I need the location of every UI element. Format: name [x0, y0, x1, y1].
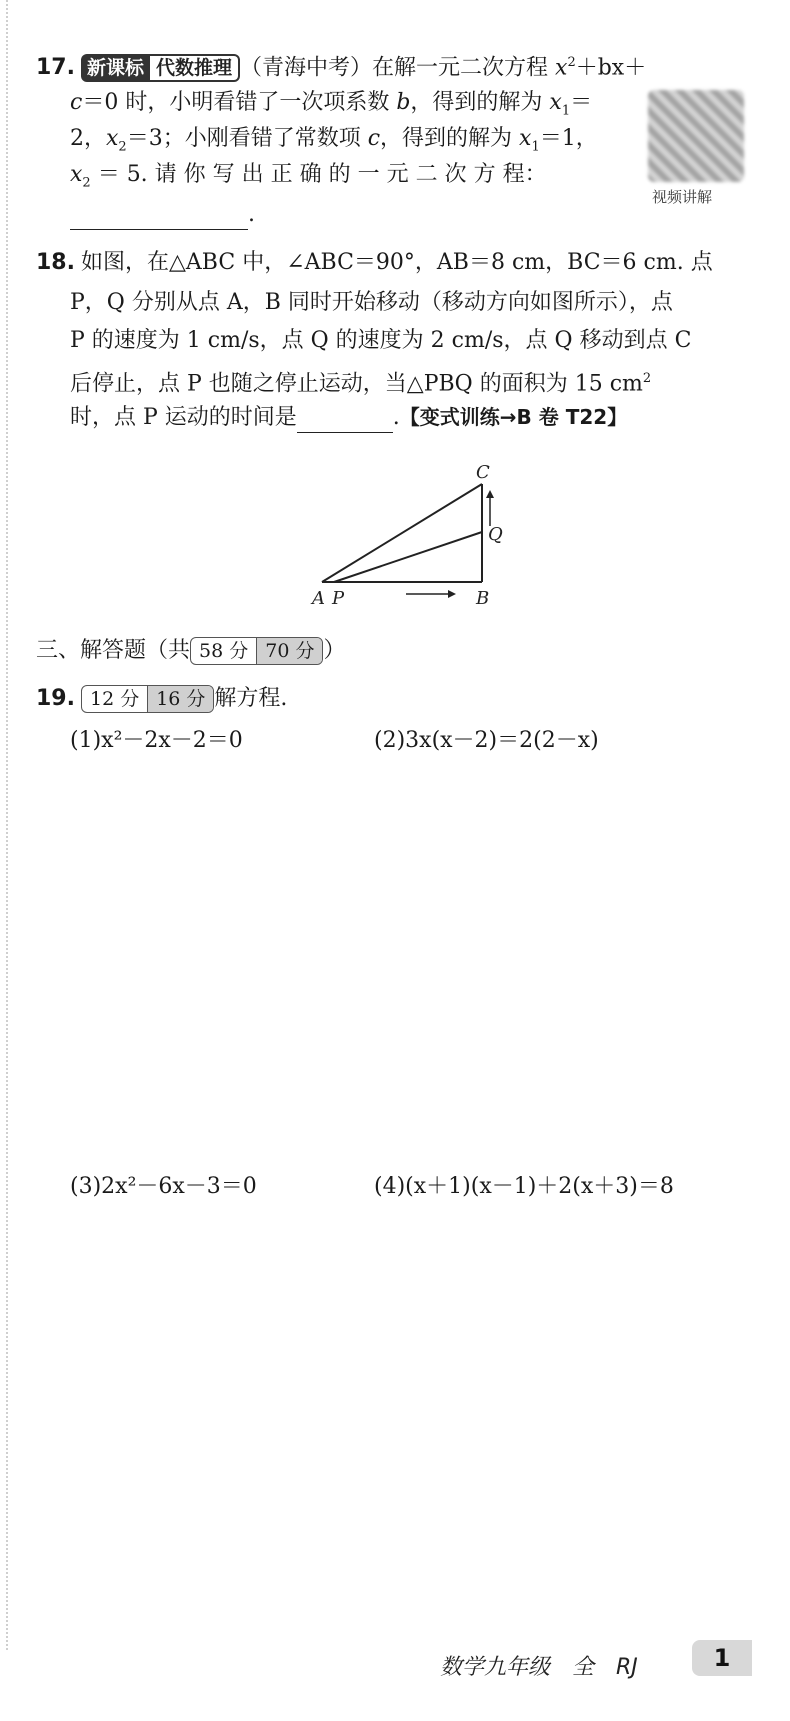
section-3-header: [36, 636, 345, 666]
qr-caption: 视频讲解: [652, 188, 713, 206]
q18-period: .: [392, 405, 400, 430]
q17-period: .: [248, 202, 255, 227]
q17-var-c: c: [70, 90, 83, 115]
q17-x2: x: [106, 126, 119, 151]
label-a: A: [312, 588, 325, 609]
label-c: C: [476, 462, 490, 483]
q17-text-2: ＝0 时，小明看错了一次项系数: [82, 90, 397, 115]
q17-text-1: （青海中考）在解一元二次方程: [240, 55, 556, 81]
label-p: P: [332, 588, 345, 609]
section-3-close: ）: [323, 638, 346, 663]
q17-x2-b: x: [70, 162, 83, 187]
q17-line-1: 17. 新课标 代数推理 （青海中考）在解一元二次方程 $x^2+bx+$: [36, 55, 647, 81]
q18-line-5: [70, 402, 627, 433]
q17-number: 17.: [36, 55, 75, 81]
section-3-score: [190, 637, 323, 665]
q18-line-1: [36, 248, 713, 278]
q17-var-c2: c: [367, 126, 381, 151]
q18-text-2: P，Q 分别从点 A，B 同时开始移动（移动方向如图所示），点: [70, 290, 673, 315]
q19-number: 19.: [36, 686, 75, 711]
q18-text-4: 后停止，点 P 也随之停止运动，当△PBQ 的面积为 15 cm: [70, 371, 643, 397]
q17-text-3: ，得到的解为: [410, 90, 550, 115]
side-ac: [322, 484, 482, 582]
q19-score-a: 12 分: [89, 688, 140, 710]
q17-text-7: ＝1，: [539, 126, 598, 151]
q17-x1-b: x: [519, 126, 532, 151]
q19-header: [36, 684, 287, 714]
footer-book-title: 数学九年级 全 RJ: [440, 1655, 638, 1680]
page-number: 1: [692, 1640, 752, 1676]
q18-line-4: 后停止，点 P 也随之停止运动，当△PBQ 的面积为 15 $cm^2$: [70, 371, 652, 397]
q18-line-3: [70, 326, 691, 356]
q17-line-5: [70, 200, 255, 230]
q17-line-3: 2，$x_2=3$；小刚看错了常数项 c，得到的解为 $x_1=1$，: [70, 126, 598, 155]
q18-variant-reference: 【变式训练→B 卷 T22】: [399, 405, 628, 429]
q19-score-b: 16 分: [147, 686, 213, 712]
q17-text-6: ，得到的解为: [380, 126, 520, 151]
q19-part-2: (2)3x(x－2)＝2(2－x): [374, 728, 599, 753]
q17-line-2: c＝0 时，小明看错了一次项系数 b，得到的解为 $x_1=$: [70, 90, 593, 119]
q19-part-4: (4)(x＋1)(x－1)＋2(x＋3)＝8: [374, 1174, 674, 1199]
q18-text-5: 时，点 P 运动的时间是: [70, 405, 297, 430]
arrow-q-head: [486, 490, 494, 498]
q17-tag-new-curriculum: 新课标: [81, 54, 150, 82]
q17-tag-algebra-reasoning: 代数推理: [150, 54, 240, 82]
qr-code-image[interactable]: [648, 90, 744, 182]
q19-instruction: 解方程.: [214, 686, 288, 711]
q17-text-bx: ＋bx＋: [575, 55, 647, 81]
q18-text-1: 如图，在△ABC 中，∠ABC＝90°，AB＝8 cm，BC＝6 cm. 点: [80, 250, 713, 275]
q18-number: 18.: [36, 250, 75, 275]
q17-var-b: b: [396, 90, 411, 115]
q19-part-1: (1)x²－2x－2＝0: [70, 728, 243, 753]
q19-part-3: (3)2x²－6x－3＝0: [70, 1174, 257, 1199]
q18-line-2: [70, 288, 673, 318]
q19-score: [81, 685, 214, 713]
q17-line-4: $x_2 = 5$. 请 你 写 出 正 确 的 一 元 二 次 方 程：: [70, 162, 547, 191]
segment-pq: [334, 532, 482, 582]
section-3-title: 三、解答题（共: [36, 638, 191, 663]
q17-text-5: ＝3；小刚看错了常数项: [126, 126, 368, 151]
section-3-score-a: 58 分: [199, 640, 249, 662]
q18-answer-blank[interactable]: [297, 410, 393, 433]
q18-text-3: P 的速度为 1 cm/s，点 Q 的速度为 2 cm/s，点 Q 移动到点 C: [70, 328, 692, 353]
section-3-score-b: 70 分: [256, 638, 322, 664]
q17-var-x: x: [555, 55, 568, 81]
arrow-p-head: [448, 590, 456, 598]
label-q: Q: [488, 524, 503, 545]
q17-text-eq: ＝: [570, 90, 593, 115]
q17-text-4: 2，: [70, 126, 106, 151]
triangle-diagram: [310, 460, 510, 610]
label-b: B: [476, 588, 490, 609]
q17-x1: x: [549, 90, 562, 115]
q17-answer-blank[interactable]: [70, 207, 248, 230]
margin-dotted-line: [6, 0, 8, 1650]
q17-text-8: ＝ 5. 请 你 写 出 正 确 的 一 元 二 次 方 程：: [90, 162, 547, 187]
